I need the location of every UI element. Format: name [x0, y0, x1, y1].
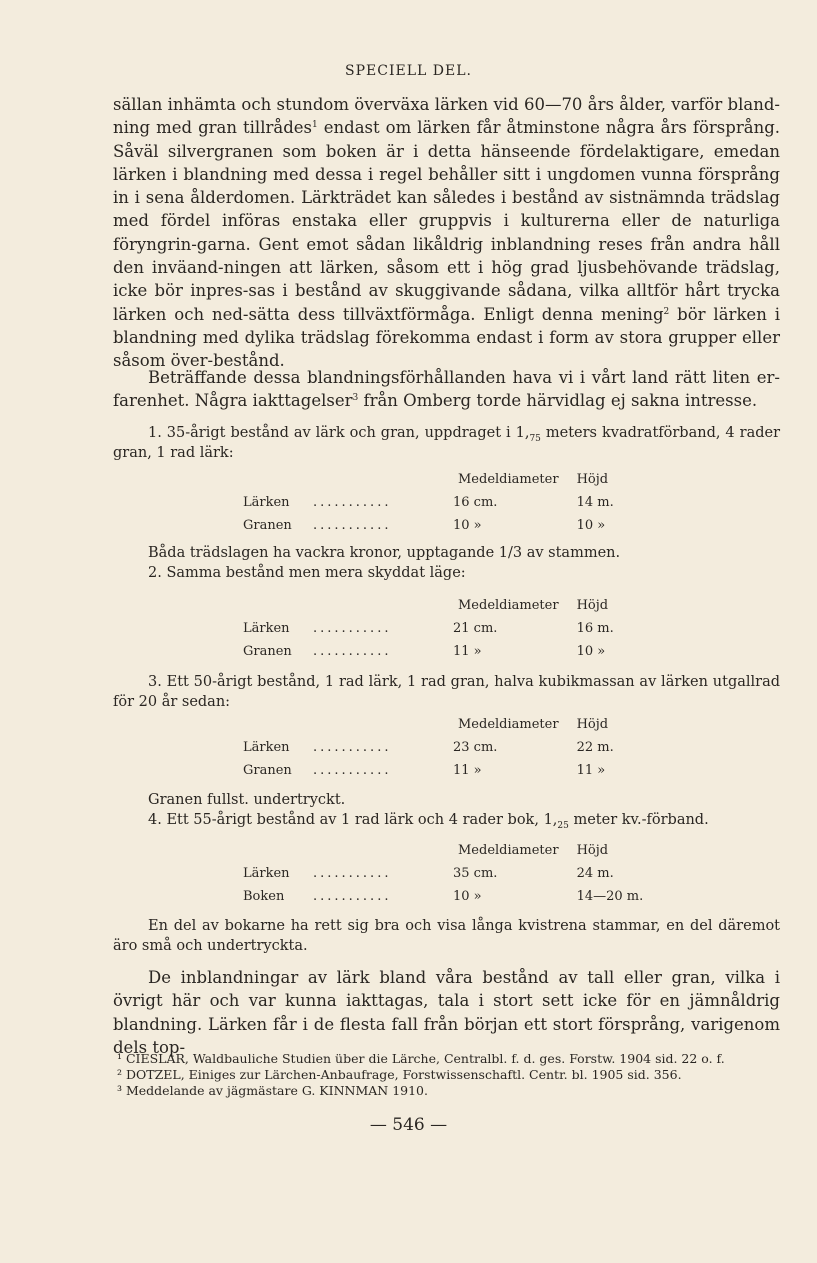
measurement-table-2 — [243, 593, 647, 663]
footnote-1: ¹ CIESLAR, Waldbauliche Studien über die Lärche, Centralbl. f. d. ges. Forstw. 1904 sid. 22 o. f. — [117, 1051, 725, 1066]
case-4-text: 4. Ett 55-årigt bestånd av 1 rad lärk och 4 rader bok, $1,_{25}$ meter kv.-förband. — [148, 812, 709, 831]
table-header: Medeldiameter Höjd — [458, 597, 609, 613]
footnote-3: ³ Meddelande av jägmästare G. KINNMAN 1910. — [117, 1083, 428, 1098]
table-row: Granen ........... 11 » 10 » — [243, 644, 606, 659]
measurement-table-1 — [243, 467, 647, 537]
page-number: — 546 — — [369, 1115, 448, 1135]
measurement-table-3 — [243, 712, 647, 782]
measurement-table-4 — [243, 838, 647, 908]
footnotes — [117, 1051, 725, 1099]
footnote-ref-1[interactable]: 1 — [312, 120, 318, 131]
footnote-ref-3[interactable]: 3 — [352, 393, 359, 404]
footnote-2: ² DOTZEL, Einiges zur Lärchen-Anbaufrage, Forstwissenschaftl. Centr. bl. 1905 sid. 356. — [117, 1067, 682, 1082]
running-header: SPECIELL DEL. — [345, 63, 472, 79]
case-4-note: En del av bokarne ha rett sig bra och visa långa kvistrena stammar, en del däremot äro små och undertryckta. — [113, 918, 780, 954]
table-row: Boken ........... 10 » 14—20 m. — [243, 889, 644, 904]
case-2-text: 2. Samma bestånd men mera skyddat läge: — [148, 565, 466, 581]
table-header: Medeldiameter Höjd — [458, 471, 609, 487]
table-header: Medeldiameter Höjd — [458, 842, 609, 858]
table-header: Medeldiameter Höjd — [458, 716, 609, 732]
table-row: Lärken ........... 23 cm. 22 m. — [243, 740, 614, 755]
case-1-note: Båda trädslagen ha vackra kronor, upptagande 1/3 av stammen. 2. Samma bestånd men mera skyddat läge: — [113, 543, 780, 583]
table-row: Lärken ........... 21 cm. 16 m. — [243, 621, 614, 636]
table-row: Lärken ........... 16 cm. 14 m. — [243, 495, 614, 510]
case-1-text: 1. 35-årigt bestånd av lärk och gran, uppdraget i $1,_{75}$ meters kvadratförband, 4 rader gran, 1 rad lärk: — [113, 425, 781, 461]
case-3-note: Granen fullst. undertryckt. 4. Ett 55-årigt bestånd av 1 rad lärk och 4 rader bok, $1,_{25}$ meter kv.-förband. — [113, 790, 780, 830]
table-row: Lärken ........... 35 cm. 24 m. — [243, 866, 614, 881]
paragraph-1: sällan inhämta och stundom överväxa lärken vid 60—70 års ålder, varför bland-ning med gran tillrådes$^1$ endast om lärken får åtminstone några års försprång. Såväl silvergranen som boken är i detta hänseende fördelaktigare, emedan lärken i blandning med dessa i regel behåller sitt i ungdomen vunna försprång in i sena ålderdomen. Lärkträdet kan således i bestånd av sistnämnda trädslag med fördel införas enstaka eller gruppvis i kulturerna eller de naturliga föryngrin-garna. Gent emot sådan likåldrig inblandning reses från andra håll den inväand-ningen att lärken, såsom ett i hög grad ljusbehövande trädslag, icke bör inpres-sas i bestånd av skuggivande sådana, vilka alltför hårt trycka lärken och ned-sätta dess tillväxtförmåga. Enligt denna mening$^2$ bör lärken i blandning med dylika trädslag förekomma endast i form av stora grupper eller såsom över-bestånd. — [113, 95, 780, 371]
paragraph-2: Beträffande dessa blandningsförhållanden hava vi i vårt land rätt liten er-farenhet. Några iakttagelser$^3$ från Omberg torde härvidlag ej sakna intresse. — [113, 368, 780, 411]
footnote-ref-2[interactable]: 2 — [663, 306, 670, 317]
table-row: Granen ........... 10 » 10 » — [243, 518, 606, 533]
table-row: Granen ........... 11 » 11 » — [243, 763, 606, 778]
paragraph-3: De inblandningar av lärk bland våra bestånd av tall eller gran, vilka i övrigt här och var kunna iakttagas, tala i stort sett icke för en jämnåldrig blandning. Lärken får i de flesta fall från början ett stort försprång, varigenom dels top- — [113, 968, 780, 1057]
case-3-text: 3. Ett 50-årigt bestånd, 1 rad lärk, 1 rad gran, halva kubikmassan av lärken utgallrad för 20 år sedan: — [113, 674, 780, 710]
